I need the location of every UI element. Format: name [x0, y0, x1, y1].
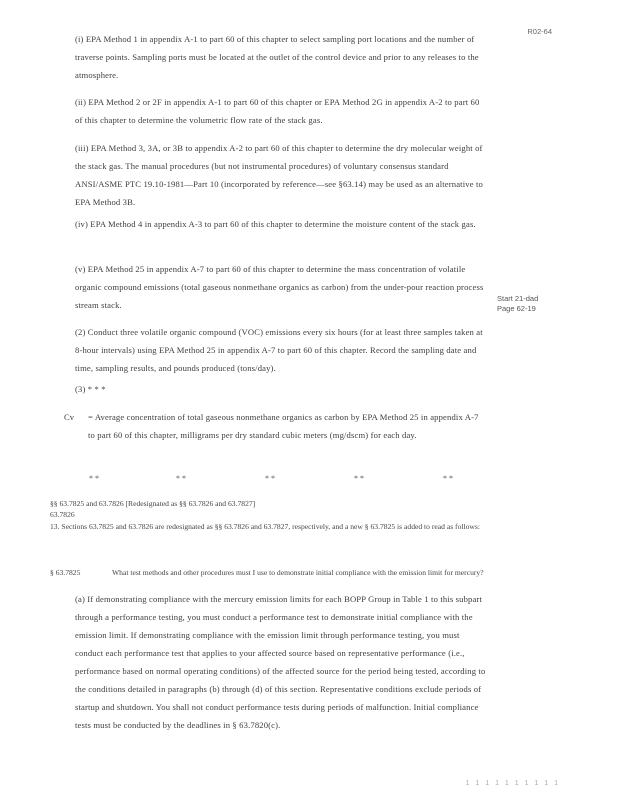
- amend-section-ref: 63.7826: [50, 510, 75, 519]
- paragraph-method-2: (ii) EPA Method 2 or 2F in appendix A-1 to part 60 of this chapter or EPA Method 2G in appendix A-2 to part 60 of this chapter to determine the volumetric flow rate of the stack gas.: [75, 97, 480, 125]
- amend-instruction: 13. Sections 63.7825 and 63.7826 are redesignated as §§ 63.7826 and 63.7827, respectively, and a new § 63.7825 is added to read as follows:: [50, 522, 480, 531]
- asterisk-group: * *: [443, 474, 453, 483]
- paragraph-method-3: (iii) EPA Method 3, 3A, or 3B to appendix A-2 to part 60 of this chapter to determine the dry molecular weight of the stack gas. The manual procedures (but not instrumental procedures) of voluntary consensus standard ANSI/ASME PTC 19.10-1981—Part 10 (incorporated by reference—see §63.14) may be used as an alternative to EPA Method 3B.: [75, 143, 483, 207]
- paragraph-voc-sampling: (2) Conduct three volatile organic compound (VOC) emissions every six hours (for at least three samples taken at 8-hour intervals) using EPA Method 25 in appendix A-7 to part 60 of this chapter. Record the sampling date and time, sampling results, and pounds produced (tons/day).: [75, 327, 483, 373]
- paragraph-method-1: (i) EPA Method 1 in appendix A-1 to part 60 of this chapter to select sampling port locations and the number of traverse points. Sampling ports must be located at the outlet of the control device and prior to any releases to the atmosphere.: [75, 34, 479, 80]
- document-code: R02-64: [527, 27, 552, 36]
- paragraph-method-4: (iv) EPA Method 4 in appendix A-3 to part 60 of this chapter to determine the moisture content of the stack gas.: [75, 219, 476, 229]
- paragraph-a-compliance: (a) If demonstrating compliance with the mercury emission limits for each BOPP Group in Table 1 to this subpart through a performance testing, you must conduct a performance test to demonstrate initial compliance with the emission limit. If demonstrating compliance with the emission limit through performance testing, you must conduct each performance test that applies to your affected source based on representative performance (i.e., performance based on normal operating conditions) of the affected source for the period being tested, according to the conditions detailed in paragraphs (b) through (d) of this section. Representative conditions exclude periods of startup and shutdown. You shall not conduct performance tests during periods of malfunction. Initial compliance tests must be conducted by the deadlines in § 63.7820(c).: [75, 594, 486, 730]
- asterisk-separator: [0, 474, 618, 486]
- section-title: What test methods and other procedures must I use to demonstrate initial compliance with the emission limit for mercury?: [112, 568, 484, 577]
- asterisk-group: * *: [354, 474, 364, 483]
- stamp-line-2: Page 62-19: [497, 304, 536, 313]
- page-stamp: [497, 294, 538, 314]
- asterisk-group: * *: [265, 474, 275, 483]
- paragraph-ellipsis: (3) * * *: [75, 384, 106, 394]
- stamp-line-1: Start 21-dad: [497, 294, 539, 303]
- section-number: § 63.7825: [50, 568, 81, 577]
- amend-heading: §§ 63.7825 and 63.7826 [Redesignated as §§ 63.7826 and 63.7827]: [50, 499, 256, 508]
- definition-label: Cv: [64, 412, 75, 422]
- asterisk-group: * *: [89, 474, 99, 483]
- asterisk-group: * *: [176, 474, 186, 483]
- definition-text: = Average concentration of total gaseous nonmethane organics as carbon by EPA Method 25 in appendix A-7 to part 60 of this chapter, milligrams per dry standard cubic meters (mg/dscm) for each day.: [88, 412, 479, 440]
- footer-marks: 1 1 1 1 1 1 1 1 1 1: [465, 780, 560, 787]
- paragraph-method-25: (v) EPA Method 25 in appendix A-7 to part 60 of this chapter to determine the mass concentration of volatile organic compound emissions (total gaseous nonmethane organics as carbon) from the under-pour reaction process stream stack.: [75, 264, 484, 310]
